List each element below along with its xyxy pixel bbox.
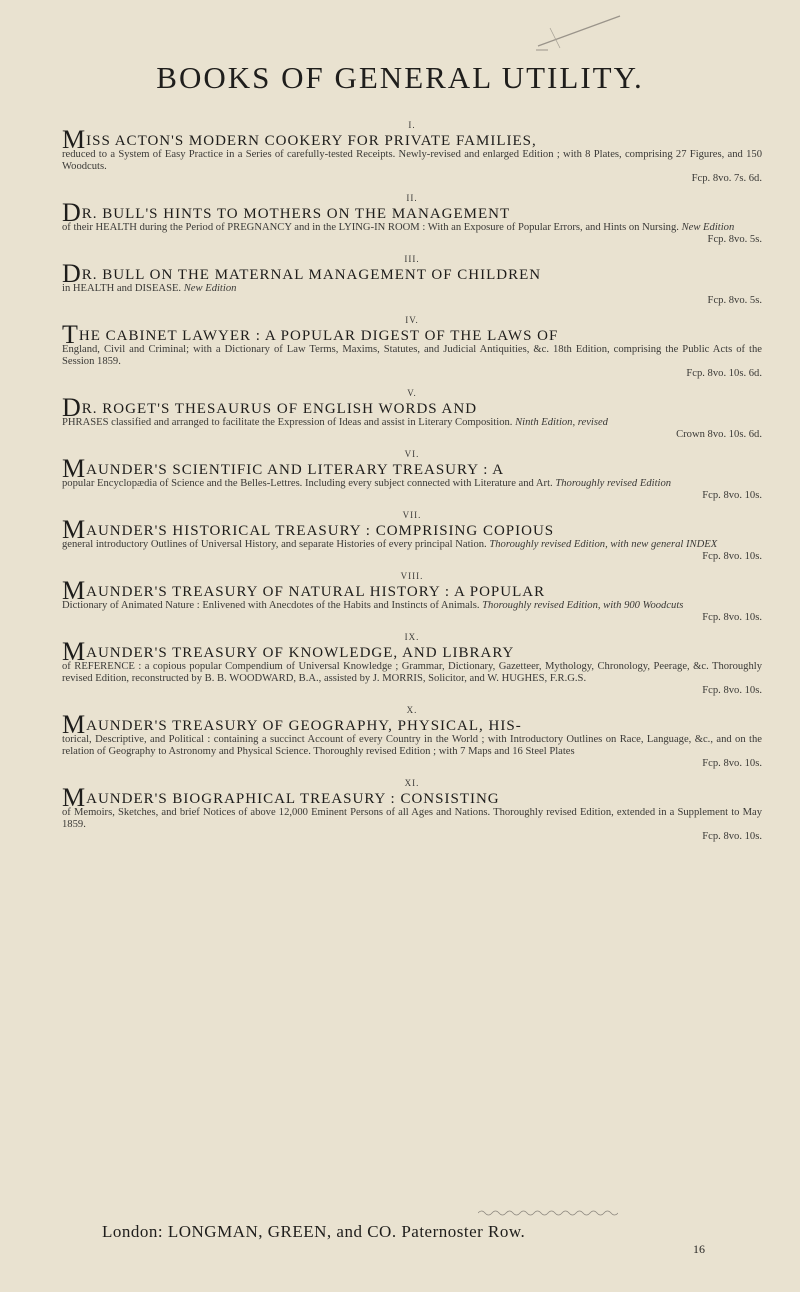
entry-title-text: HE CABINET LAWYER : A POPULAR DIGEST OF THE LAWS OF [78, 328, 559, 344]
entry-title-initial: D [62, 198, 82, 227]
page-number: 16 [693, 1242, 705, 1256]
entry-price: Fcp. 8vo. 10s. [702, 831, 762, 842]
entry-title-initial: D [62, 393, 82, 422]
catalogue-entry [62, 705, 762, 770]
entry-title-text: AUNDER'S TREASURY OF KNOWLEDGE, AND LIBRARY [86, 645, 515, 661]
entry-title-text: AUNDER'S HISTORICAL TREASURY : COMPRISING COPIOUS [86, 523, 555, 539]
entry-title-initial: M [62, 576, 87, 605]
page-heading: BOOKS OF GENERAL UTILITY. [156, 60, 644, 95]
entry-edition: Ninth Edition, revised [515, 417, 608, 428]
entry-numeral: VII. [402, 510, 422, 520]
entries-list [62, 120, 762, 851]
catalogue-entry [62, 571, 762, 624]
entry-edition: Thoroughly revised Edition, with new general INDEX [489, 539, 718, 550]
catalogue-entry [62, 315, 762, 380]
entry-title-initial: M [62, 125, 87, 154]
entry-description-text: of Memoirs, Sketches, and brief Notices of above 12,000 Eminent Persons of all Ages and Nations. Thoroughly revised Edition, extended in a Supplement to May 1859. [62, 807, 762, 830]
entry-numeral: IV. [405, 315, 419, 325]
entry-description-text: torical, Descriptive, and Political : containing a succinct Account of every Country in the World ; with Introductory Outlines on Race, Language, &c., and on the relation of Geography to Astronomy and Physical Science. Thoroughly revised Edition ; with 7 Maps and 16 Steel Plates [62, 734, 762, 757]
entry-description [62, 478, 762, 490]
entry-title-text: AUNDER'S TREASURY OF GEOGRAPHY, PHYSICAL, HIS- [86, 718, 522, 734]
entry-price: Fcp. 8vo. 5s. [707, 234, 762, 245]
entry-title-text: R. ROGET'S THESAURUS OF ENGLISH WORDS AND [81, 401, 478, 417]
entry-title-text: AUNDER'S BIOGRAPHICAL TREASURY : CONSISTING [86, 791, 500, 807]
entry-numeral: X. [406, 705, 418, 715]
entry-title [62, 393, 762, 422]
entry-price: Fcp. 8vo. 10s. [702, 490, 762, 501]
entry-description-text: PHRASES classified and arranged to facilitate the Expression of Ideas and assist in Literary Composition. [62, 417, 513, 428]
entry-description [62, 539, 762, 551]
entry-price: Fcp. 8vo. 10s. [702, 685, 762, 696]
entry-title-initial: M [62, 454, 87, 483]
entry-price: Crown 8vo. 10s. 6d. [676, 429, 762, 440]
publisher-imprint: London: LONGMAN, GREEN, and CO. Paternoster Row. [102, 1222, 526, 1241]
entry-price: Fcp. 8vo. 7s. 6d. [691, 173, 762, 184]
entry-numeral: II. [406, 193, 418, 203]
entry-price: Fcp. 8vo. 10s. [702, 758, 762, 769]
catalogue-entry [62, 120, 762, 185]
entry-title-initial: M [62, 783, 87, 812]
entry-edition: Thoroughly revised Edition [555, 478, 672, 489]
entry-title-text: R. BULL'S HINTS TO MOTHERS ON THE MANAGEMENT [81, 206, 511, 222]
entry-edition: New Edition [681, 222, 735, 233]
catalogue-entry [62, 388, 762, 441]
entry-title-initial: M [62, 637, 87, 666]
entry-title-text: AUNDER'S SCIENTIFIC AND LITERARY TREASURY : A [86, 462, 505, 478]
entry-description-text: reduced to a System of Easy Practice in a Series of carefully-tested Receipts. Newly-revised and enlarged Edition ; with 8 Plates, comprising 27 Figures, and 150 Woodcuts. [62, 149, 762, 172]
catalogue-entry [62, 510, 762, 563]
entry-edition: Thoroughly revised Edition, with 900 Woodcuts [482, 600, 684, 611]
entry-description-text: England, Civil and Criminal; with a Dictionary of Law Terms, Maxims, Statutes, and Judicial Antiquities, &c. 18th Edition, comprising the Public Acts of the Session 1859. [62, 344, 762, 367]
entry-description-text: general introductory Outlines of Universal History, and separate Histories of every principal Nation. [62, 539, 487, 550]
entry-description [62, 600, 762, 612]
entry-description [62, 734, 762, 758]
catalogue-entry [62, 778, 762, 843]
entry-description [62, 661, 762, 685]
entry-description [62, 417, 762, 429]
catalogue-entry [62, 193, 762, 246]
entry-numeral: V. [407, 388, 417, 398]
entry-description [62, 807, 762, 831]
entry-title-text: AUNDER'S TREASURY OF NATURAL HISTORY : A POPULAR [86, 584, 546, 600]
entry-description-text: popular Encyclopædia of Science and the Belles-Lettres. Including every subject connected with Literature and Art. [62, 478, 553, 489]
pencil-mark-icon [528, 12, 628, 52]
entry-title-initial: D [62, 259, 82, 288]
entry-numeral: I. [408, 120, 416, 130]
entry-numeral: XI. [404, 778, 420, 788]
entry-title [62, 710, 762, 739]
entry-numeral: IX. [404, 632, 420, 642]
entry-title-text: ISS ACTON'S MODERN COOKERY FOR PRIVATE FAMILIES, [86, 133, 537, 149]
entry-numeral: VI. [404, 449, 420, 459]
catalogue-entry [62, 254, 762, 307]
entry-description [62, 344, 762, 368]
entry-title-initial: M [62, 710, 87, 739]
entry-description-text: in HEALTH and DISEASE. [62, 283, 182, 294]
entry-title [62, 125, 762, 154]
entry-edition: New Edition [183, 283, 237, 294]
entry-price: Fcp. 8vo. 10s. [702, 612, 762, 623]
entry-price: Fcp. 8vo. 5s. [707, 295, 762, 306]
entry-numeral: VIII. [400, 571, 424, 581]
entry-description-text: Dictionary of Animated Nature : Enlivened with Anecdotes of the Habits and Instincts of Animals. [62, 600, 480, 611]
entry-description-text: of REFERENCE : a copious popular Compendium of Universal Knowledge ; Grammar, Dictionary, Gazetteer, Mythology, Chronology, Peerage, &c. Thoroughly revised Edition, reconstructed by B. B. WOODWARD, B.A., assisted by J. MORRIS, Solicitor, and W. HUGHES, F.R.G.S. [62, 661, 762, 684]
catalogue-entry [62, 632, 762, 697]
entry-title-initial: T [62, 320, 79, 349]
wavy-rule [478, 1209, 618, 1217]
entry-description [62, 283, 762, 295]
entry-title-initial: M [62, 515, 87, 544]
entry-title-text: R. BULL ON THE MATERNAL MANAGEMENT OF CHILDREN [81, 267, 542, 283]
entry-description [62, 222, 762, 234]
catalogue-entry [62, 449, 762, 502]
entry-description [62, 149, 762, 173]
entry-description-text: of their HEALTH during the Period of PREGNANCY and in the LYING-IN ROOM : With an Exposure of Popular Errors, and Hints on Nursing. [62, 222, 679, 233]
entry-numeral: III. [404, 254, 420, 264]
entry-price: Fcp. 8vo. 10s. [702, 551, 762, 562]
entry-price: Fcp. 8vo. 10s. 6d. [686, 368, 762, 379]
